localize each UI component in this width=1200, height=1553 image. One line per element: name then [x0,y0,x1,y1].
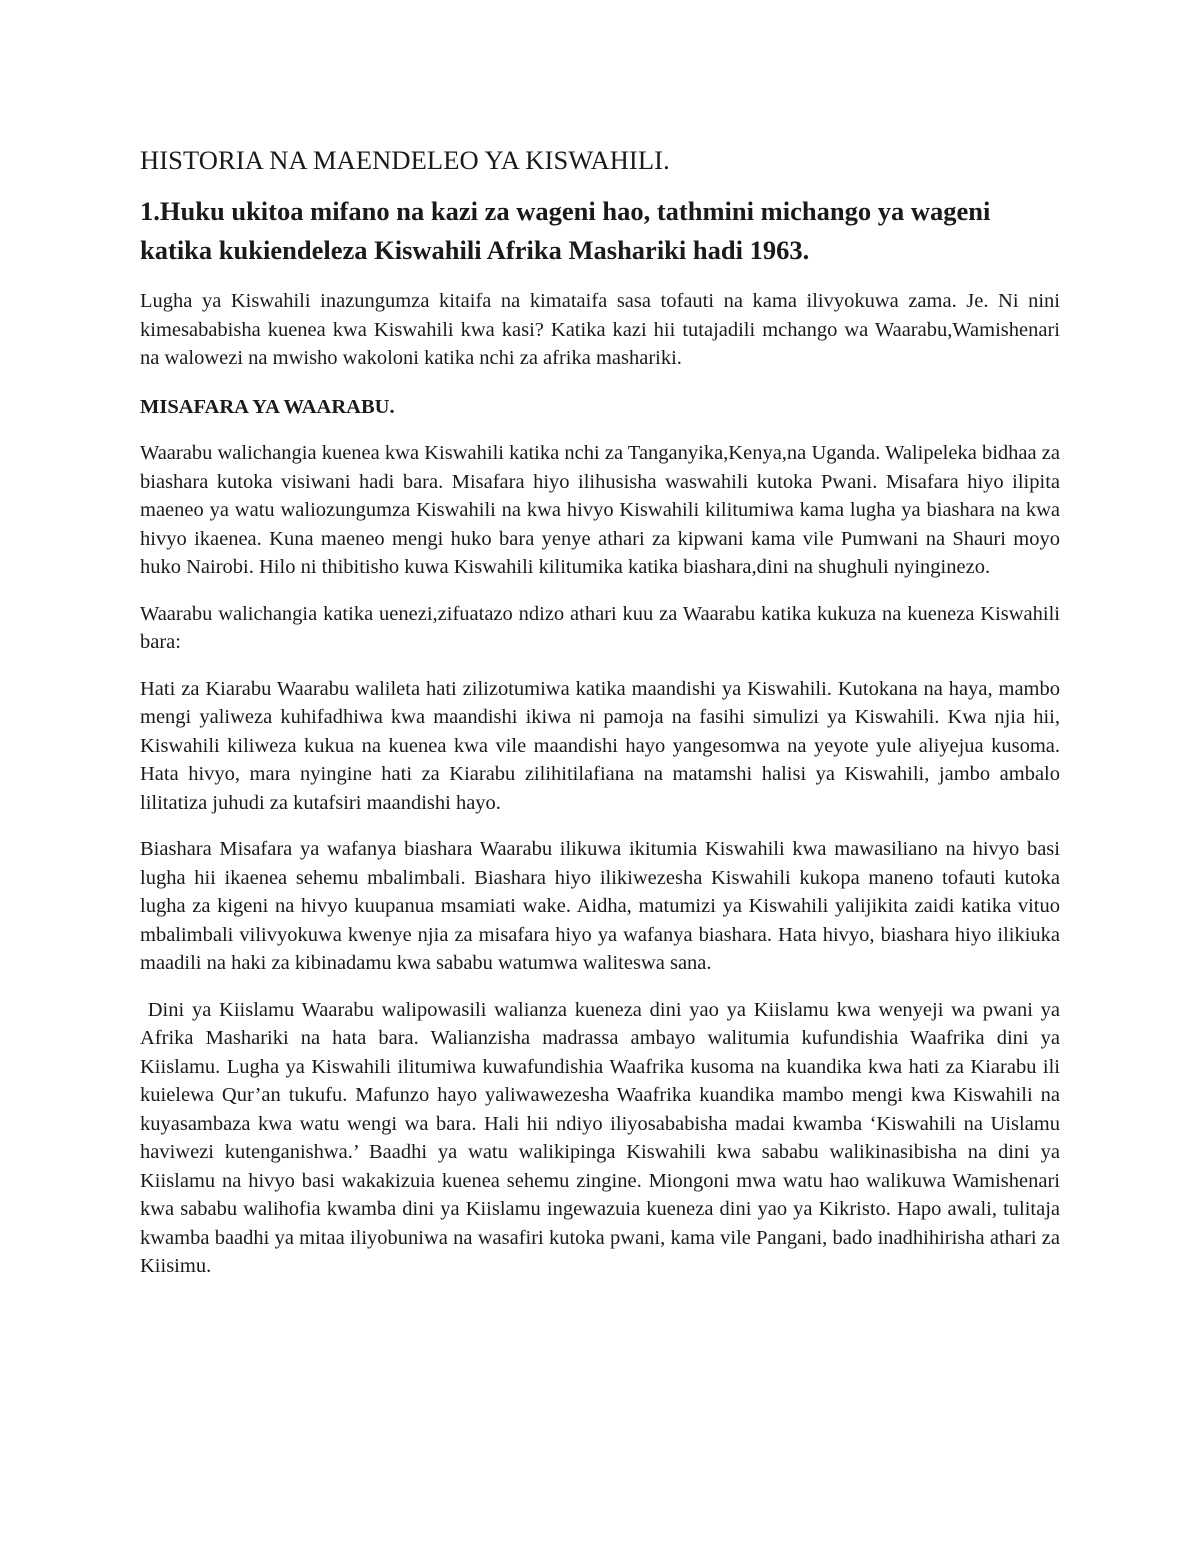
paragraph-trade-caravans: Waarabu walichangia kuenea kwa Kiswahili katika nchi za Tanganyika,Kenya,na Uganda. Walipeleka bidhaa za biashara kutoka visiwani hadi bara. Misafara hiyo ilihusisha waswahili kutoka Pwani. Misafara hiyo ilipita maeneo ya watu waliozungumza Kiswahili na kwa hivyo Kiswahili kilitumiwa kama lugha ya biashara na kwa hivyo ikaenea. Kuna maeneo mengi huko bara yenye athari za kipwani kama vile Pumwani na Shauri moyo huko Nairobi. Hilo ni thibitisho kuwa Kiswahili kilitumika katika biashara,dini na shughuli nyinginezo. [140,442,1060,578]
paragraph-trade: Biashara Misafara ya wafanya biashara Waarabu ilikuwa ikitumia Kiswahili kwa mawasiliano na hivyo basi lugha hii ikaenea sehemu mbalimbali. Biashara hiyo ilikiwezesha Kiswahili kukopa maneno tofauti kutoka lugha za kigeni na hivyo kuupanua msamiati wake. Aidha, matumizi ya Kiswahili yalijikita zaidi katika vituo mbalimbali vilivyokuwa kwenye njia za misafara hiyo ya wafanya biashara. Hata hivyo, biashara hiyo ilikiuka maadili na haki za kibinadamu kwa sababu watumwa waliteswa sana. [140,838,1060,974]
document-title: HISTORIA NA MAENDELEO YA KISWAHILI. [140,145,670,175]
paragraph-arab-influence: Waarabu walichangia katika uenezi,zifuatazo ndizo athari kuu za Waarabu katika kukuza na kueneza Kiswahili bara: [140,602,1060,653]
section-heading: MISAFARA YA WAARABU. [140,395,395,418]
document-page [140,140,1066,1281]
intro-paragraph: Lugha ya Kiswahili inazungumza kitaifa na kimataifa sasa tofauti na kama ilivyokuwa zama. Je. Ni nini kimesababisha kuenea kwa Kiswahili kwa kasi? Katika kazi hii tutajadili mchango wa Waarabu,Wamishenari na walowezi na mwisho wakoloni katika nchi za afrika mashariki. [140,290,1060,369]
paragraph-islam: Dini ya Kiislamu Waarabu walipowasili walianza kueneza dini yao ya Kiislamu kwa wenyeji wa pwani ya Afrika Mashariki na hata bara. Walianzisha madrassa ambayo walitumia kufundishia Waafrika dini ya Kiislamu. Lugha ya Kiswahili ilitumiwa kuwafundishia Waafrika kusoma na kuandika kwa hati za Kiarabu ili kuielewa Qur’an tukufu. Mafunzo hayo yaliwawezesha Waafrika kuandika mambo mengi kwa Kiswahili na kuyasambaza kwa watu wengi wa bara. Hali hii ndiyo iliyosababisha madai kwamba ‘Kiswahili na Uislamu haviwezi kutenganishwa.’ Baadhi ya watu walikipinga Kiswahili kwa sababu walikinasibisha na dini ya Kiislamu na hivyo basi wakakizuia kuenea sehemu zingine. Miongoni mwa watu hao walikuwa Wamishenari kwa sababu walihofia kwamba dini ya Kiislamu ingewazuia kueneza dini yao ya Kikristo. Hapo awali, tulitaja kwamba baadhi ya mitaa iliyobuniwa na wasafiri kutoka pwani, kama vile Pangani, bado inadhihirisha athari za Kiisimu. [140,998,1066,1277]
paragraph-arabic-script: Hati za Kiarabu Waarabu walileta hati zilizotumiwa katika maandishi ya Kiswahili. Kutokana na haya, mambo mengi yaliweza kuhifadhiwa kwa maandishi ikiwa ni pamoja na fasihi simulizi ya Kiswahili. Kwa njia hii, Kiswahili kiliweza kukua na kuenea kwa vile maandishi hayo yangesomwa na yeyote yule aliyejua kusoma. Hata hivyo, mara nyingine hati za Kiarabu zilihitilafiana na matamshi halisi ya Kiswahili, jambo ambalo lilitatiza juhudi za kutafsiri maandishi hayo. [140,677,1060,814]
essay-question: 1.Huku ukitoa mifano na kazi za wageni hao, tathmini michango ya wageni katika kukiendeleza Kiswahili Afrika Mashariki hadi 1963. [140,196,991,265]
